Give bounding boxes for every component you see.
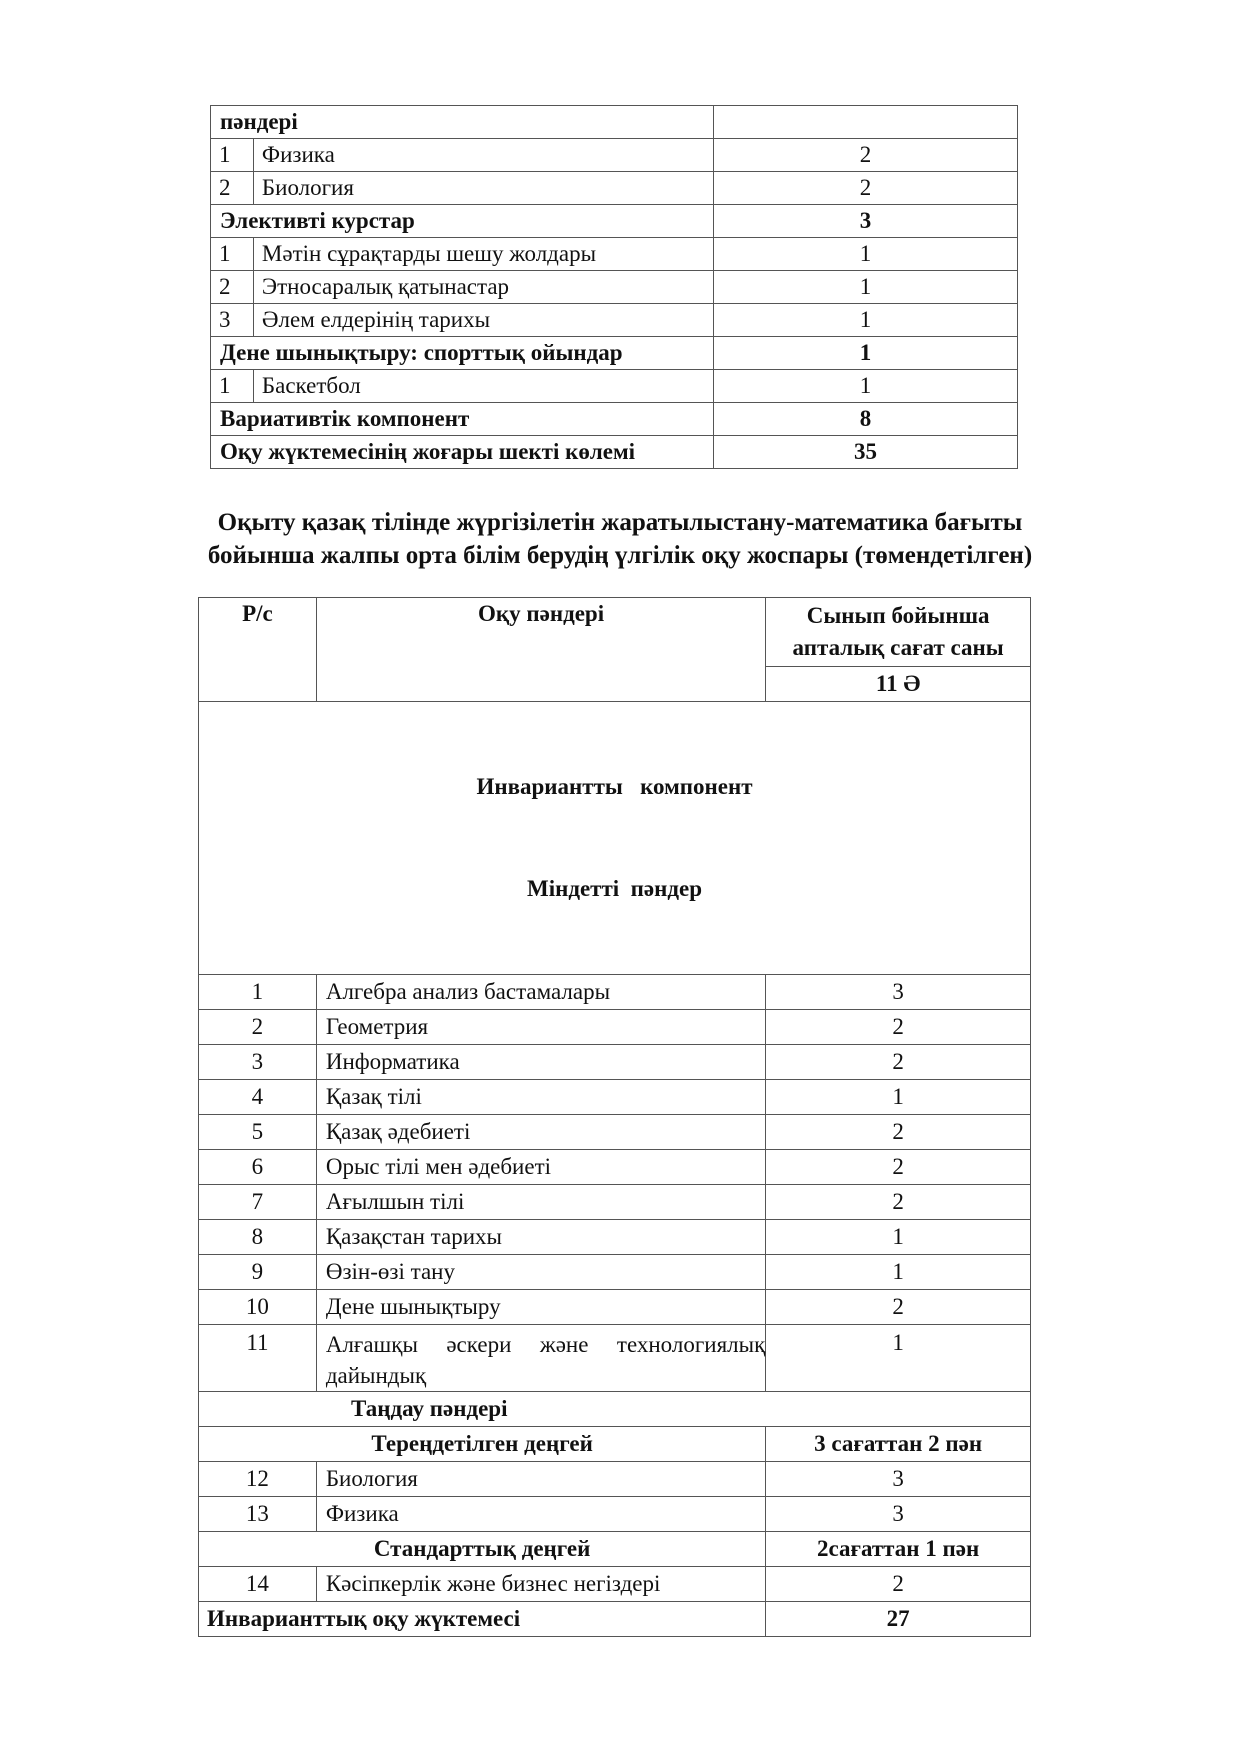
total-label: Инварианттық оқу жүктемесі — [199, 1602, 766, 1637]
section-row — [199, 1392, 1031, 1427]
table-row — [199, 1462, 1031, 1497]
subject-name: Этносаралық қатынастар — [253, 271, 713, 304]
advanced-level-value: 3 сағаттан 2 пән — [766, 1427, 1031, 1462]
row-number: 1 — [211, 139, 254, 172]
title-line-1: Оқыту қазақ тілінде жүргізілетін жаратылыстану-математика бағыты — [217, 509, 1023, 536]
elective-heading: Таңдау пәндері — [199, 1392, 1031, 1427]
row-number: 3 — [211, 304, 254, 337]
hours-value: 2 — [766, 1290, 1031, 1325]
table-row — [199, 1255, 1031, 1290]
row-number: 2 — [211, 271, 254, 304]
section-label: Дене шынықтыру: спорттық ойындар — [211, 337, 714, 370]
header-hours: Сынып бойынша апталық сағат саны — [766, 598, 1031, 667]
subject-name: Биология — [316, 1462, 765, 1497]
hours-value: 1 — [713, 304, 1017, 337]
row-number: 3 — [199, 1045, 317, 1080]
standard-level-label: Стандарттық деңгей — [199, 1532, 766, 1567]
hours-value: 3 — [766, 1497, 1031, 1532]
mandatory-heading: Міндетті пәндер — [526, 876, 703, 901]
subject-name: Ағылшын тілі — [316, 1185, 765, 1220]
subject-name: Қазақстан тарихы — [316, 1220, 765, 1255]
table-row — [211, 139, 1018, 172]
subject-name: Алгебра анализ бастамалары — [316, 975, 765, 1010]
invariant-heading-line: Инвариантты компонент — [476, 774, 753, 799]
section-row — [199, 702, 1031, 975]
section-value: 8 — [713, 403, 1017, 436]
section-value — [713, 106, 1017, 139]
row-number: 10 — [199, 1290, 317, 1325]
section-label: Элективті курстар — [211, 205, 714, 238]
row-number: 1 — [199, 975, 317, 1010]
table-row — [199, 1010, 1031, 1045]
header-grade: 11 Ә — [766, 667, 1031, 702]
subject-name: Қазақ әдебиеті — [316, 1115, 765, 1150]
total-row — [199, 1602, 1031, 1637]
table-row — [199, 975, 1031, 1010]
section-row — [199, 1532, 1031, 1567]
section-row — [199, 1427, 1031, 1462]
hours-value: 1 — [766, 1080, 1031, 1115]
curriculum-table — [198, 597, 1031, 1637]
table-row — [211, 337, 1018, 370]
title-line-2: бойынша жалпы орта білім берудің үлгілік оқу жоспары (төмендетілген) — [207, 542, 1033, 569]
subject-name: Баскетбол — [253, 370, 713, 403]
hours-value: 1 — [713, 271, 1017, 304]
table-row — [199, 1045, 1031, 1080]
hours-value: 1 — [766, 1325, 1031, 1392]
row-number: 7 — [199, 1185, 317, 1220]
header-subject: Оқу пәндері — [316, 598, 765, 702]
table-row — [211, 238, 1018, 271]
row-number: 8 — [199, 1220, 317, 1255]
section-value: 3 — [713, 205, 1017, 238]
hours-value: 2 — [766, 1185, 1031, 1220]
hours-value: 1 — [713, 238, 1017, 271]
subject-name: Әлем елдерінің тарихы — [253, 304, 713, 337]
header-row — [199, 598, 1031, 667]
row-number: 12 — [199, 1462, 317, 1497]
table-row — [199, 1325, 1031, 1392]
hours-value: 3 — [766, 1462, 1031, 1497]
table-row — [199, 1080, 1031, 1115]
subject-name: Дене шынықтыру — [316, 1290, 765, 1325]
row-number: 4 — [199, 1080, 317, 1115]
subject-name: Физика — [253, 139, 713, 172]
subject-name: Мәтін сұрақтарды шешу жолдары — [253, 238, 713, 271]
table-row — [199, 1115, 1031, 1150]
hours-value: 3 — [766, 975, 1031, 1010]
table-row — [211, 271, 1018, 304]
section-value: 35 — [713, 436, 1017, 469]
row-number: 9 — [199, 1255, 317, 1290]
table-row — [199, 1290, 1031, 1325]
table-row — [199, 1567, 1031, 1602]
hours-value: 2 — [713, 172, 1017, 205]
table-row — [211, 370, 1018, 403]
table-row — [211, 403, 1018, 436]
standard-level-value: 2сағаттан 1 пән — [766, 1532, 1031, 1567]
subject-name: Алғашқы әскери және технологиялық дайындық — [316, 1325, 765, 1392]
header-number: Р/с — [199, 598, 317, 702]
curriculum-title — [120, 506, 1120, 572]
subject-name: Қазақ тілі — [316, 1080, 765, 1115]
subject-name: Кәсіпкерлік және бизнес негіздері — [316, 1567, 765, 1602]
hours-value: 2 — [766, 1150, 1031, 1185]
subject-name: Биология — [253, 172, 713, 205]
section-label: Оқу жүктемесінің жоғары шекті көлемі — [211, 436, 714, 469]
section-value: 1 — [713, 337, 1017, 370]
advanced-level-label: Тереңдетілген деңгей — [199, 1427, 766, 1462]
table-row — [211, 172, 1018, 205]
row-number: 13 — [199, 1497, 317, 1532]
hours-value: 2 — [766, 1010, 1031, 1045]
subject-name: Орыс тілі мен әдебиеті — [316, 1150, 765, 1185]
table-row — [199, 1497, 1031, 1532]
table-row — [211, 106, 1018, 139]
invariant-heading — [199, 702, 1031, 975]
total-value: 27 — [766, 1602, 1031, 1637]
row-number: 2 — [199, 1010, 317, 1045]
row-number: 11 — [199, 1325, 317, 1392]
hours-value: 2 — [713, 139, 1017, 172]
row-number: 6 — [199, 1150, 317, 1185]
row-number: 1 — [211, 370, 254, 403]
table-row — [211, 436, 1018, 469]
row-number: 14 — [199, 1567, 317, 1602]
table-row — [211, 205, 1018, 238]
section-label: пәндері — [211, 106, 714, 139]
hours-value: 1 — [766, 1220, 1031, 1255]
row-number: 5 — [199, 1115, 317, 1150]
table-row — [211, 304, 1018, 337]
subject-name: Информатика — [316, 1045, 765, 1080]
table-row — [199, 1150, 1031, 1185]
table-row — [199, 1220, 1031, 1255]
hours-value: 2 — [766, 1115, 1031, 1150]
row-number: 1 — [211, 238, 254, 271]
subject-name: Өзін-өзі тану — [316, 1255, 765, 1290]
subject-name: Геометрия — [316, 1010, 765, 1045]
hours-value: 2 — [766, 1045, 1031, 1080]
section-label: Вариативтік компонент — [211, 403, 714, 436]
table-row — [199, 1185, 1031, 1220]
hours-value: 2 — [766, 1567, 1031, 1602]
hours-value: 1 — [713, 370, 1017, 403]
subject-name: Физика — [316, 1497, 765, 1532]
variative-component-table — [210, 105, 1018, 469]
hours-value: 1 — [766, 1255, 1031, 1290]
row-number: 2 — [211, 172, 254, 205]
